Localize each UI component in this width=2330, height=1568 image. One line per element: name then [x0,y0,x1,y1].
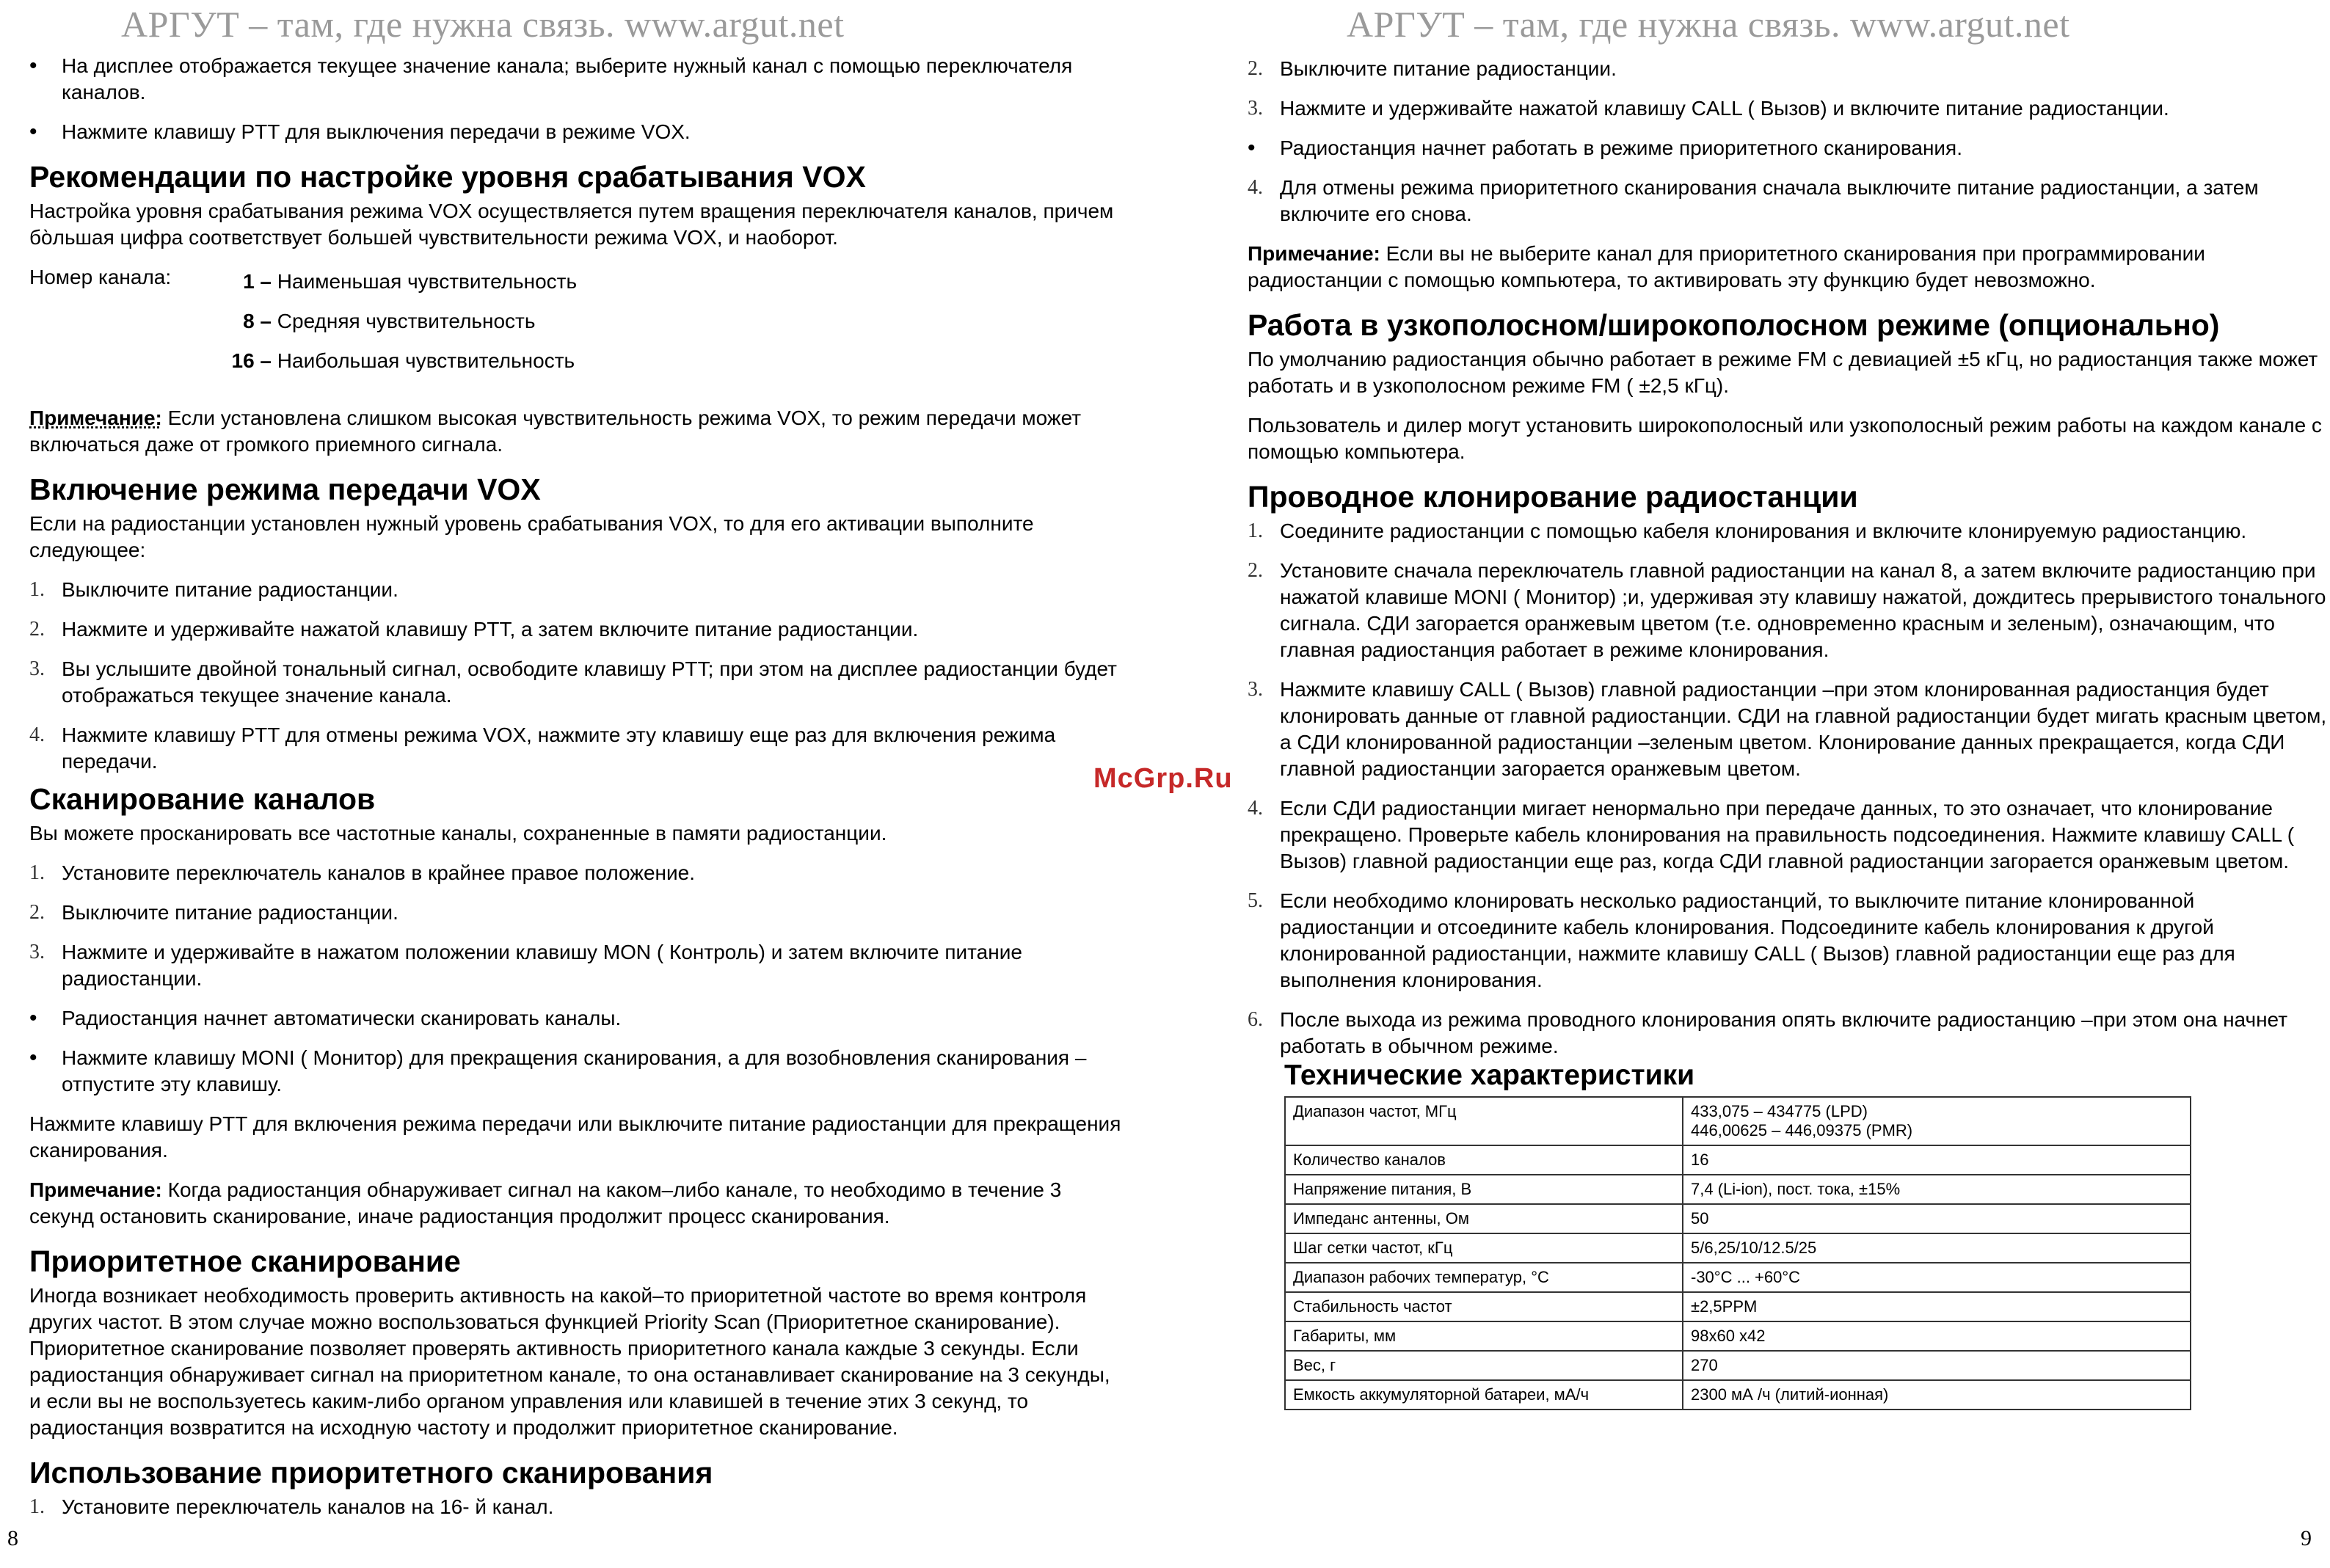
step-item [1248,56,2330,82]
channel-label: Номер канала: [29,266,172,288]
note-text: Когда радиостанция обнаруживает сигнал на каком–либо канале, то необходимо в течение 3 секунд остановить сканирование, иначе радиостанция продолжит процесс сканирования. [29,1178,1062,1228]
watermark: McGrp.Ru [1093,763,1233,794]
specs-title: Технические характеристики [1284,1060,1695,1091]
list-item: • Нажмите клавишу MONI ( Монитор) для прекращения сканирования, а для возобновления сканирования –отпустите эту клавишу. [29,1045,1123,1098]
spec-value-line: 16 [1691,1151,1709,1169]
section-title-priority-use: Использование приоритетного сканирования [29,1456,713,1489]
step-item [29,656,1123,709]
step-text: Выключите питание радиостанции. [1280,57,1617,80]
paragraph: Вы можете просканировать все частотные каналы, сохраненные в памяти радиостанции. [29,822,887,845]
spec-key: Стабильность частот [1285,1292,1683,1321]
page-header: АРГУТ – там, где нужна связь. www.argut.net [121,4,845,45]
spec-key: Диапазон частот, МГц [1285,1097,1683,1145]
sensitivity-row [227,308,577,335]
spec-value-line: 98x60 x42 [1691,1327,1766,1345]
step-text: Соедините радиостанции с помощью кабеля клонирования и включите клонируемую радиостанцию. [1280,519,2247,542]
level-text: Наименьшая чувствительность [277,270,578,293]
step-item [29,900,1123,926]
spec-row [1285,1263,2191,1292]
left-content [29,53,1123,1534]
step-number: 4. [1248,176,1263,199]
level-number: 1 – [243,270,272,293]
spec-value-line: 7,4 (Li-ion), пост. тока, ±15% [1691,1180,1901,1198]
spec-key: Количество каналов [1285,1145,1683,1175]
specs-table [1284,1096,2191,1410]
paragraph: Нажмите клавишу PTT для включения режима передачи или выключите питание радиостанции для прекращения сканирования. [29,1112,1121,1162]
step-text: Если СДИ радиостанции мигает ненормально при передаче данных, то это означает, что клонирование прекращено. Проверьте кабель клонирования на правильность подсоединения. Нажмите клавишу CALL ( Вызов) главной радиостанции еще раз, когда СДИ главной радиостанции загорается оранжевым цветом. [1280,797,2295,872]
step-number: 3. [1248,678,1263,701]
paragraph: Иногда возникает необходимость проверить активность на какой–то приоритетной частоте во время контроля других частот. В этом случае можно воспользоваться функцией Priority Scan (Приоритетное сканирование). Приоритетное сканирование позволяет проверять активность приоритетного канала каждые 3 секунды. Если радиостанция обнаруживает сигнал на приоритетном канале, то она останавливает сканирование на 3 секунды, и если вы не воспользуетесь каким-либо органом управления или клавишей в течение этих 3 секунд, то радиостанция возвратится на исходную частоту и продолжит приоритетное сканирование. [29,1284,1110,1439]
note-label: Примечание: [1248,242,1380,265]
step-number: 1. [29,861,45,884]
list-item: • Радиостанция начнет работать в режиме приоритетного сканирования. [1248,135,2330,161]
step-item [29,722,1123,775]
step-item [29,577,1123,603]
step-number: 2. [1248,559,1263,582]
spec-key: Габариты, мм [1285,1321,1683,1351]
right-content [1248,56,2330,1410]
step-item [1248,888,2330,993]
step-text: Нажмите и удерживайте нажатой клавишу PTT, а затем включите питание радиостанции. [62,618,919,641]
spec-value [1683,1380,2191,1410]
step-text: Вы услышите двойной тональный сигнал, освободите клавишу PTT; при этом на дисплее радиостанции будет отображаться текущее значение канала. [62,657,1117,707]
note-label: Примечание: [29,406,162,429]
step-item [29,1494,1123,1520]
spec-value [1683,1233,2191,1263]
spec-value-line: 270 [1691,1356,1718,1374]
spec-key: Шаг сетки частот, кГц [1285,1233,1683,1263]
page-number: 9 [2301,1526,2312,1550]
section-title-vox-level: Рекомендации по настройке уровня срабатывания VOX [29,160,866,194]
spec-row [1285,1380,2191,1410]
spec-row [1285,1351,2191,1380]
note [1248,241,2330,293]
sensitivity-table [29,264,1123,387]
spec-value-line: 2300 мА /ч (литий-ионная) [1691,1385,1889,1404]
spec-value-line: 5/6,25/10/12.5/25 [1691,1239,1817,1257]
spec-value [1683,1351,2191,1380]
spec-value [1683,1321,2191,1351]
step-text: Установите переключатель каналов в крайнее правое положение. [62,861,695,884]
step-number: 2. [29,901,45,924]
list-item: • На дисплее отображается текущее значение канала; выберите нужный канал с помощью переключателя каналов. [29,53,1123,106]
spec-key: Диапазон рабочих температур, °C [1285,1263,1683,1292]
level-number: 8 – [243,310,272,332]
spec-value [1683,1204,2191,1233]
step-number: 6. [1248,1008,1263,1031]
step-number: 5. [1248,889,1263,912]
step-item [1248,518,2330,544]
step-item [1248,175,2330,227]
paragraph: По умолчанию радиостанция обычно работает в режиме FM с девиацией ±5 кГц, но радиостанция также может работать и в узкополосном режиме FM ( ±2,5 кГц). [1248,348,2318,397]
spec-key: Емкость аккумуляторной батареи, мА/ч [1285,1380,1683,1410]
note-text: Если установлена слишком высокая чувствительность режима VOX, то режим передачи может включаться даже от громкого приемного сигнала. [29,406,1082,456]
page-number: 8 [7,1526,18,1550]
step-text: Если необходимо клонировать несколько радиостанций, то выключите питание клонированной радиостанции и отсоедините кабель клонирования. Подсоедините кабель клонирования к другой клонированной радиостанции, нажмите клавишу CALL ( Вызов) главной радиостанции еще раз для выполнения клонирования. [1280,889,2235,991]
step-number: 1. [1248,519,1263,542]
right-page [1240,0,2330,1568]
step-text: Выключите питание радиостанции. [62,578,398,601]
spec-row [1285,1204,2191,1233]
spec-value-line: 433,075 – 434775 (LPD) [1691,1102,1868,1120]
note [29,405,1123,458]
spec-row [1285,1097,2191,1145]
step-item [1248,795,2330,875]
step-number: 2. [1248,57,1263,80]
step-number: 4. [29,723,45,746]
spec-value-line: 446,00625 – 446,09375 (PMR) [1691,1121,1913,1139]
step-item [1248,1007,2330,1060]
left-page [0,0,1145,1568]
spec-value-line: -30°C ... +60°C [1691,1268,1801,1286]
step-number: 4. [1248,797,1263,820]
level-text: Наибольшая чувствительность [277,349,575,372]
spec-key: Импеданс антенны, Ом [1285,1204,1683,1233]
paragraph: Настройка уровня срабатывания режима VOX осуществляется путем вращения переключателя каналов, причем бо̀льшая цифра соответствует большей чувствительности режима VOX, и наоборот. [29,200,1114,249]
step-item [1248,677,2330,782]
spec-value [1683,1292,2191,1321]
step-text: Нажмите и удерживайте в нажатом положении клавишу MON ( Контроль) и затем включите питание радиостанции. [62,941,1022,990]
note-text: Если вы не выберите канал для приоритетного сканирования при программировании радиостанции с помощью компьютера, то активировать эту функцию будет невозможно. [1248,242,2205,291]
step-text: После выхода из режима проводного клонирования опять включите радиостанцию –при этом она начнет работать в обычном режиме. [1280,1008,2288,1057]
note-label: Примечание: [29,1178,162,1201]
step-item [1248,558,2330,663]
step-item [1248,95,2330,122]
step-number: 3. [29,941,45,963]
spec-row [1285,1175,2191,1204]
section-title-scan: Сканирование каналов [29,782,376,816]
step-item [29,939,1123,992]
spec-value [1683,1175,2191,1204]
spec-key: Напряжение питания, В [1285,1175,1683,1204]
step-number: 1. [29,1495,45,1518]
step-text: Установите переключатель каналов на 16- й канал. [62,1495,554,1518]
spec-row [1285,1233,2191,1263]
spec-value [1683,1145,2191,1175]
spec-value [1683,1097,2191,1145]
list-item: • Нажмите клавишу PTT для выключения передачи в режиме VOX. [29,119,1123,145]
list-item: • Радиостанция начнет автоматически сканировать каналы. [29,1005,1123,1032]
step-text: Установите сначала переключатель главной радиостанции на канал 8, а затем включите радиостанцию при нажатой клавише MONI ( Монитор) ;и, удерживая эту клавишу нажатой, дождитесь прерывистого тонального сигнала. СДИ загорается оранжевым цветом (т.е. одновременно красным и зеленым), означающим, что главная радиостанция работает в режиме клонирования. [1280,559,2326,661]
section-title-clone: Проводное клонирование радиостанции [1248,480,1858,514]
step-text: Нажмите клавишу PTT для отмены режима VOX, нажмите эту клавишу еще раз для включения режима передачи. [62,723,1056,773]
paragraph: Пользователь и дилер могут установить широкополосный или узкополосный режим работы на каждом канале с помощью компьютера. [1248,414,2322,463]
level-number: 16 – [231,349,272,372]
section-title-band: Работа в узкополосном/широкополосном режиме (опционально) [1248,308,2220,342]
spec-value-line: ±2,5PPM [1691,1297,1758,1316]
step-number: 1. [29,578,45,601]
step-number: 2. [29,618,45,641]
step-item [29,616,1123,643]
spec-row [1285,1321,2191,1351]
sensitivity-row [227,269,577,295]
step-text: Нажмите и удерживайте нажатой клавишу CALL ( Вызов) и включите питание радиостанции. [1280,97,2169,120]
step-item [29,860,1123,886]
paragraph: Если на радиостанции установлен нужный уровень срабатывания VOX, то для его активации выполните следующее: [29,512,1034,561]
step-number: 3. [29,657,45,680]
spec-row [1285,1292,2191,1321]
step-text: Выключите питание радиостанции. [62,901,398,924]
page-header: АРГУТ – там, где нужна связь. www.argut.net [1347,4,2070,45]
step-text: Для отмены режима приоритетного сканирования сначала выключите питание радиостанции, а затем включите его снова. [1280,176,2259,225]
step-text: Нажмите клавишу CALL ( Вызов) главной радиостанции –при этом клонированная радиостанция будет клонировать данные от главной радиостанции. СДИ на главной радиостанции будет мигать красным цветом, а СДИ клонированной радиостанции –зеленым цветом. Клонирование данных прекращается, когда СДИ главной радиостанции загорается оранжевым цветом. [1280,678,2327,780]
spec-key: Вес, г [1285,1351,1683,1380]
spec-value-line: 50 [1691,1209,1709,1228]
section-title-priority: Приоритетное сканирование [29,1244,461,1278]
spec-row [1285,1145,2191,1175]
section-title-vox-enable: Включение режима передачи VOX [29,473,541,506]
spec-value [1683,1263,2191,1292]
level-text: Средняя чувствительность [277,310,536,332]
note [29,1177,1123,1230]
sensitivity-row [227,348,577,374]
step-number: 3. [1248,97,1263,120]
